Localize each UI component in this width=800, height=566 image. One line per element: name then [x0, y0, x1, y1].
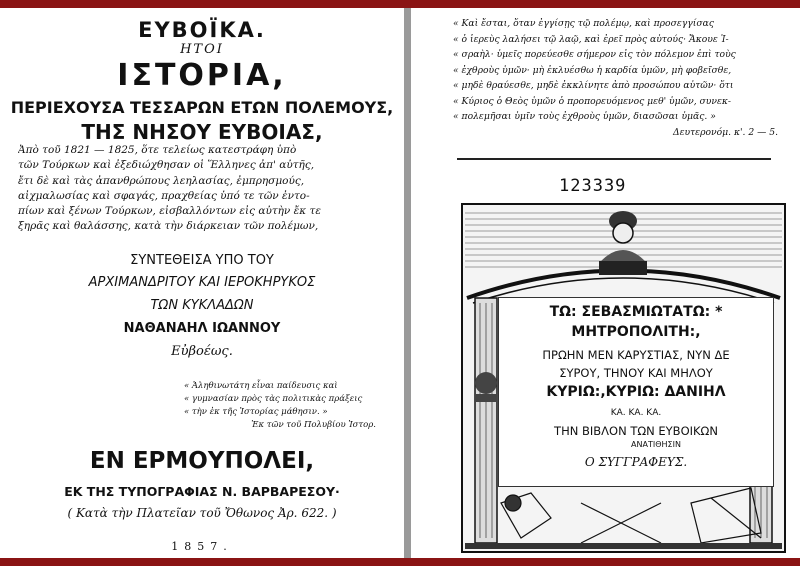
epigraph-line: « γυμνασίαν πρὸς τὰς πολιτικὰς πράξεις	[184, 394, 363, 404]
dedication-line-1: ΤΩ: ΣΕΒΑΣΜΙΩΤΑΤΩ: *	[549, 304, 723, 320]
quote-line: « Κύριος ὁ Θεὸς ὑμῶν ὁ προπορευόμενος μεθ' ὑμῶν, συνεκ-	[453, 95, 732, 107]
island-heading: ΤΗΣ ΝΗΣΟΥ ΕΥΒΟΙΑΣ,	[81, 120, 323, 144]
scripture-quote	[453, 16, 788, 140]
historia-heading: ΙΣΤΟΡΙΑ,	[117, 58, 287, 93]
dedication-line-8: ΑΝΑΤΙΘΗΣΙΝ	[631, 440, 681, 449]
epigraph-source: Ἐκ τῶν τοῦ Πολυβίου Ἱστορ.	[251, 420, 376, 430]
dedication-line-6: ΚΑ. ΚΑ. ΚΑ.	[610, 408, 662, 418]
quote-source: Δευτερονόμ. κ'. 2 — 5.	[672, 126, 778, 138]
right-page	[411, 8, 800, 558]
printer: ΕΚ ΤΗΣ ΤΥΠΟΓΡΑΦΙΑΣ Ν. ΒΑΡΒΑΡΕΣΟΥ·	[64, 484, 340, 499]
author-region: ΤΩΝ ΚΥΚΛΑΔΩΝ	[150, 298, 254, 313]
epigraph	[184, 380, 394, 432]
author-origin: Εὐβοέως.	[171, 344, 233, 359]
subtitle: ΠΕΡΙΕΧΟΥΣΑ ΤΕΣΣΑΡΩΝ ΕΤΩΝ ΠΟΛΕΜΟΥΣ,	[10, 98, 394, 117]
quote-line: « μηδὲ θραύεσθε, μηδὲ ἐκκλίνητε ἀπὸ προσώπου αὐτῶν· ὅτι	[453, 80, 734, 91]
quote-line: « ὁ ἱερεὺς λαλήσει τῷ λαῷ, καὶ ἐρεῖ πρὸς αὐτούς· Ἄκουε Ἰ-	[453, 33, 729, 45]
description	[18, 143, 378, 235]
title-conjunction: ΗΤΟΙ	[180, 42, 224, 57]
description-line: αἰχμαλωσίας καὶ σφαγάς, πραχθείας ὑπό τε τῶν ἐντο-	[18, 189, 310, 202]
left-page	[0, 8, 404, 558]
dedication-signature: Ο ΣΥΓΓΡΑΦΕΥΣ.	[584, 455, 688, 469]
printer-address: ( Κατὰ τὴν Πλατεῖαν τοῦ Ὄθωνος Ἀρ. 622. )	[67, 506, 337, 520]
description-line: τῶν Τούρκων καὶ ἐξεδιώχθησαν οἱ Ἕλληνες ἀπ' αὐτῆς,	[18, 159, 315, 172]
author-name: ΝΑΘΑΝΑΗΛ ΙΩΑΝΝΟΥ	[123, 321, 281, 336]
author-title: ΑΡΧΙΜΑΝΔΡΙΤΟΥ ΚΑΙ ΙΕΡΟΚΗΡΥΚΟΣ	[88, 275, 316, 290]
catalog-number: 123339	[559, 176, 627, 196]
quote-line: « σραὴλ· ὑμεῖς πορεύεσθε σήμερον εἰς τὸν πόλεμον ἐπὶ τοὺς	[453, 49, 736, 60]
compiled-by: ΣΥΝΤΕΘΕΙΣΑ ΥΠΟ ΤΟΥ	[130, 253, 274, 268]
description-line: ξηρᾶς καὶ θαλάσσης, κατὰ τὴν διάρκειαν τῶν πολέμων,	[18, 220, 319, 233]
book-title: ΕΥΒΟΪΚΑ.	[138, 18, 266, 42]
dedication-panel	[498, 297, 774, 487]
description-line: Ἀπὸ τοῦ 1821 — 1825, ὅτε τελείως κατεστράφη ὑπὸ	[18, 144, 297, 156]
quote-line: « πολεμῆσαι ὑμῖν τοὺς ἐχθροὺς ὑμῶν, διασῶσαι ὑμᾶς. »	[453, 111, 716, 122]
book-gutter	[404, 8, 411, 558]
dedication-line-3: ΠΡΩΗΝ ΜΕΝ ΚΑΡΥΣΤΙΑΣ, ΝΥΝ ΔΕ	[542, 348, 730, 362]
quote-line: « Καὶ ἔσται, ὅταν ἐγγίσῃς τῷ πολέμῳ, καὶ προσεγγίσας	[453, 18, 714, 29]
description-line: πίων καὶ ξένων Τούρκων, εἰσβαλλόντων εἰς αὐτὴν ἔκ τε	[18, 205, 321, 218]
publication-place: ΕΝ ΕΡΜΟΥΠΟΛΕΙ,	[89, 448, 315, 474]
dedication-line-5: ΚΥΡΙΩ:,ΚΥΡΙΩ: ΔΑΝΙΗΛ	[546, 384, 726, 400]
description-line: ἔτι δὲ καὶ τὰς ἀπανθρώπους λεηλασίας, ἐμπρησμούς,	[18, 174, 305, 187]
epigraph-line: « τὴν ἐκ τῆς Ἱστορίας μάθησιν. »	[184, 407, 328, 417]
publication-year: 1857.	[171, 540, 233, 553]
dedication-line-2: ΜΗΤΡΟΠΟΛΙΤΗ:,	[571, 324, 701, 340]
epigraph-line: « Ἀληθινωτάτη εἶναι παίδευσις καὶ	[184, 381, 338, 391]
quote-line: « ἐχθροὺς ὑμῶν· μὴ ἐκλυέσθω ἡ καρδία ὑμῶν, μὴ φοβεῖσθε,	[453, 64, 732, 76]
divider-rule	[457, 158, 771, 160]
dedication-line-4: ΣΥΡΟΥ, ΤΗΝΟΥ ΚΑΙ ΜΗΛΟΥ	[559, 366, 713, 380]
dedication-line-7: ΤΗΝ ΒΙΒΛΟΝ ΤΩΝ ΕΥΒΟΙΚΩΝ	[554, 424, 718, 438]
